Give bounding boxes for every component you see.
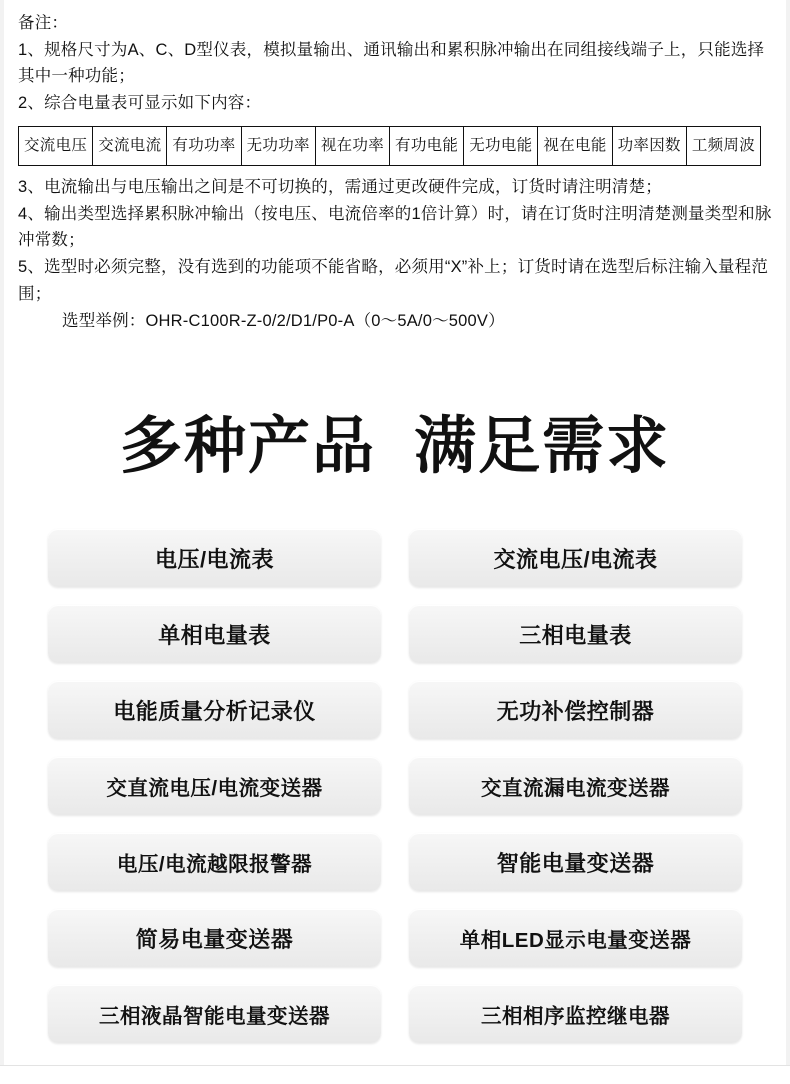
headline-left: 多种产品 <box>119 412 376 482</box>
table-cell-apparent-power: 视在功率 <box>315 126 389 165</box>
page-title <box>18 396 772 485</box>
page-bottom-band <box>0 1065 790 1084</box>
product-item-voltage-current-limit-alarm[interactable]: 电压/电流越限报警器 <box>48 833 381 891</box>
table-row <box>19 126 761 165</box>
notes-section <box>18 10 772 334</box>
product-item-ac-dc-voltage-current-transmitter[interactable]: 交直流电压/电流变送器 <box>48 757 381 815</box>
table-cell-active-energy: 有功电能 <box>390 126 464 165</box>
note-item-2: 2、综合电量表可显示如下内容： <box>18 94 262 113</box>
product-item-three-phase-lcd-smart-power-transmitter[interactable]: 三相液晶智能电量变送器 <box>48 985 381 1043</box>
product-item-three-phase-sequence-monitor-relay[interactable]: 三相相序监控继电器 <box>409 985 742 1043</box>
table-cell-active-power: 有功功率 <box>167 126 241 165</box>
note-item-4: 4、输出类型选择累积脉冲输出（按电压、电流倍率的1倍计算）时，请在订货时注明清楚测量类型和脉冲常数； <box>18 204 772 250</box>
table-cell-apparent-energy: 视在电能 <box>538 126 612 165</box>
table-cell-frequency: 工频周波 <box>686 126 760 165</box>
product-grid <box>18 529 772 1043</box>
product-item-single-phase-power-meter[interactable]: 单相电量表 <box>48 605 381 663</box>
note-item-3: 3、电流输出与电压输出之间是不可切换的，需通过更改硬件完成，订货时请注明清楚； <box>18 177 662 196</box>
function-table-wrapper <box>18 126 772 166</box>
note-item-5: 5、选型时必须完整，没有选到的功能项不能省略，必须用“X”补上；订货时请在选型后标注输入量程范围； <box>18 258 769 303</box>
product-item-voltage-current-meter[interactable]: 电压/电流表 <box>48 529 381 587</box>
function-table <box>18 126 761 166</box>
table-cell-reactive-energy: 无功电能 <box>464 126 538 165</box>
product-item-ac-voltage-current-meter[interactable]: 交流电压/电流表 <box>409 529 742 587</box>
headline-right: 满足需求 <box>414 412 671 482</box>
page-edge-right <box>786 0 790 1084</box>
note-example: 选型举例：OHR-C100R-Z-0/2/D1/P0-A（0～5A/0～500V） <box>62 311 505 330</box>
product-item-power-quality-recorder[interactable]: 电能质量分析记录仪 <box>48 681 381 739</box>
product-item-three-phase-power-meter[interactable]: 三相电量表 <box>409 605 742 663</box>
table-cell-ac-current: 交流电流 <box>93 126 167 165</box>
product-item-simple-power-transmitter[interactable]: 简易电量变送器 <box>48 909 381 967</box>
notes-heading: 备注： <box>18 14 69 32</box>
table-cell-reactive-power: 无功功率 <box>241 126 315 165</box>
table-cell-ac-voltage: 交流电压 <box>19 126 93 165</box>
table-cell-power-factor: 功率因数 <box>612 126 686 165</box>
product-item-smart-power-transmitter[interactable]: 智能电量变送器 <box>409 833 742 891</box>
product-item-reactive-compensation-controller[interactable]: 无功补偿控制器 <box>409 681 742 739</box>
product-item-ac-dc-leakage-current-transmitter[interactable]: 交直流漏电流变送器 <box>409 757 742 815</box>
note-item-1: 1、规格尺寸为A、C、D型仪表，模拟量输出、通讯输出和累积脉冲输出在同组接线端子上，只能选择其中一种功能； <box>18 40 765 86</box>
product-item-single-phase-led-power-transmitter[interactable]: 单相LED显示电量变送器 <box>409 909 742 967</box>
page-edge-left <box>0 0 4 1084</box>
